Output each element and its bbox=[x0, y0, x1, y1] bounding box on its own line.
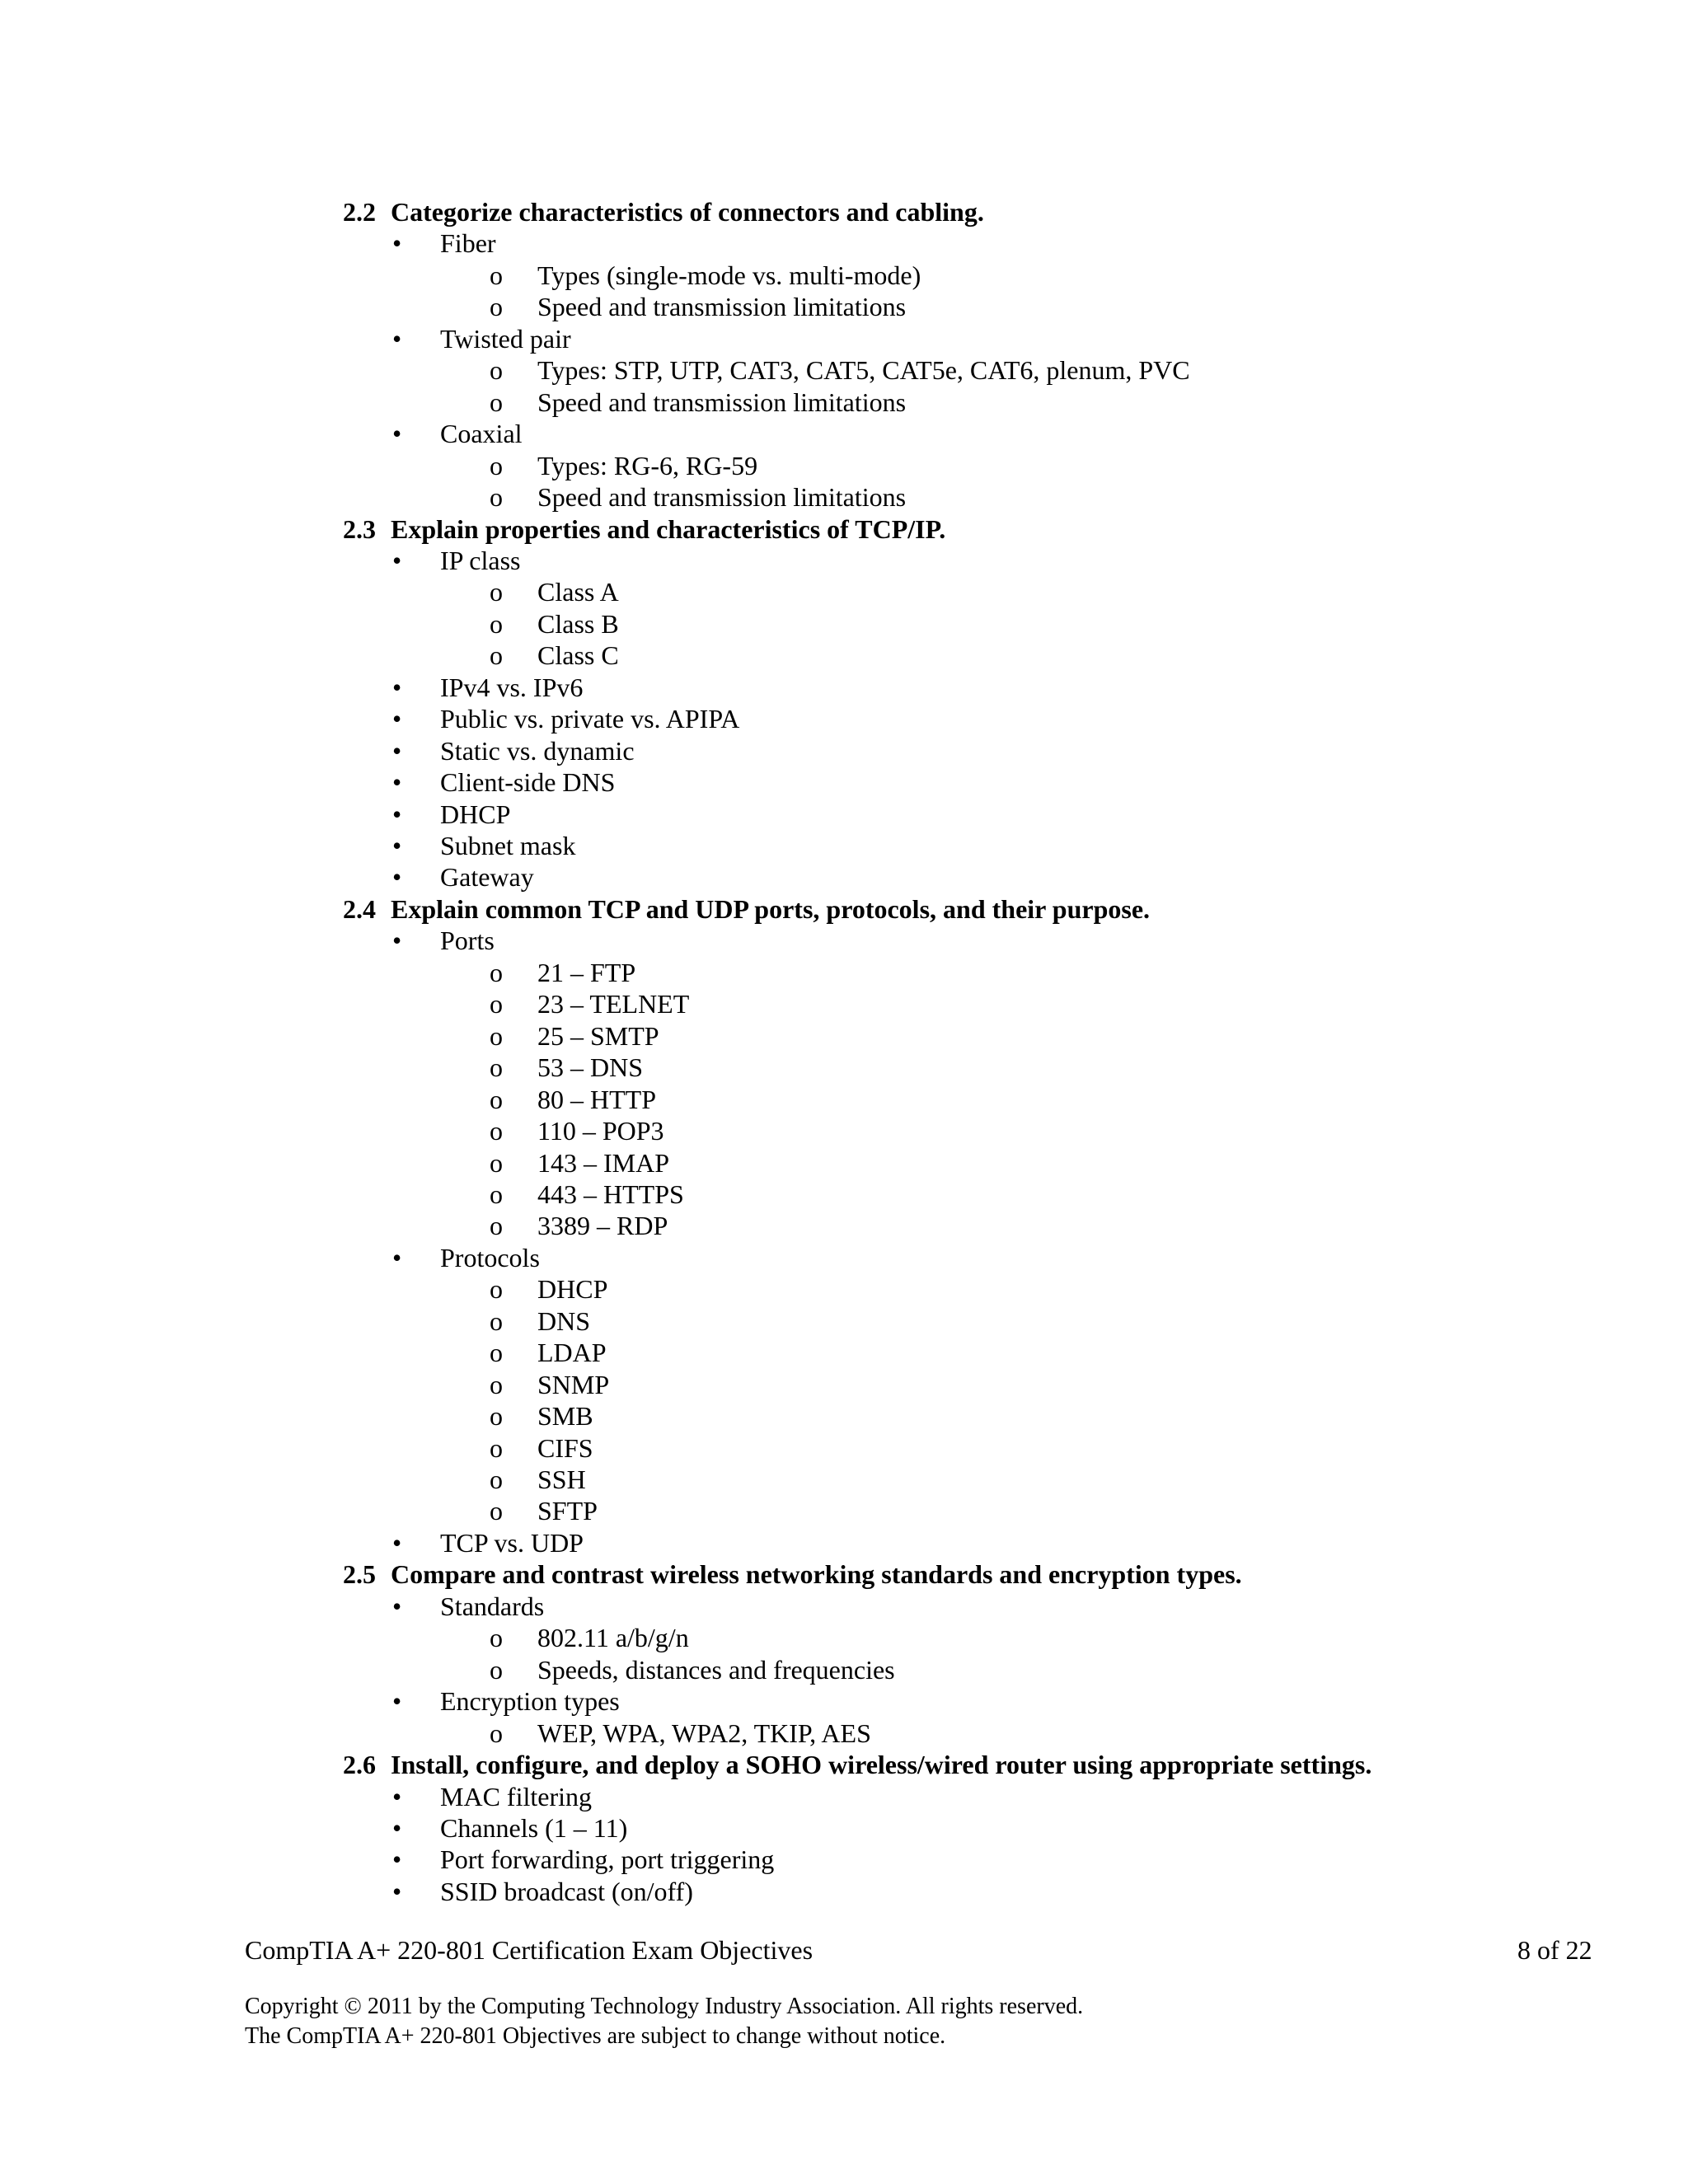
circle-bullet-icon: o bbox=[490, 1116, 503, 1146]
bullet-icon: • bbox=[392, 926, 402, 956]
bullet-icon: • bbox=[392, 704, 402, 734]
list-item-label: Static vs. dynamic bbox=[440, 735, 635, 766]
circle-bullet-icon: o bbox=[490, 1211, 503, 1241]
circle-bullet-icon: o bbox=[490, 1369, 503, 1399]
bullet-icon: • bbox=[392, 735, 402, 766]
sub-list-item-label: Speed and transmission limitations bbox=[537, 482, 907, 513]
circle-bullet-icon: o bbox=[490, 1179, 503, 1209]
circle-bullet-icon: o bbox=[490, 292, 503, 322]
sub-list-item-label: 21 – FTP bbox=[537, 957, 636, 987]
circle-bullet-icon: o bbox=[490, 989, 503, 1019]
circle-bullet-icon: o bbox=[490, 1654, 503, 1685]
bullet-icon: • bbox=[392, 1812, 402, 1843]
bullet-icon: • bbox=[392, 323, 402, 354]
section-number: 2.5 bbox=[343, 1559, 376, 1590]
section-title: Explain properties and characteristics of TCP/IP. bbox=[391, 513, 946, 544]
circle-bullet-icon: o bbox=[490, 1084, 503, 1114]
list-item-label: IPv4 vs. IPv6 bbox=[440, 672, 584, 702]
circle-bullet-icon: o bbox=[490, 1432, 503, 1463]
sub-list-item-label: 110 – POP3 bbox=[537, 1116, 664, 1146]
circle-bullet-icon: o bbox=[490, 1274, 503, 1305]
sub-list-item-label: DNS bbox=[537, 1305, 591, 1336]
list-item-label: Coaxial bbox=[440, 419, 523, 449]
list-item-label: IP class bbox=[440, 545, 521, 575]
list-item-label: SSID broadcast (on/off) bbox=[440, 1876, 693, 1906]
sub-list-item-label: Class C bbox=[537, 640, 619, 671]
sub-list-item-label: LDAP bbox=[537, 1338, 607, 1368]
section-number: 2.4 bbox=[343, 893, 376, 924]
bullet-icon: • bbox=[392, 1242, 402, 1272]
footer-title: CompTIA A+ 220-801 Certification Exam Objectives bbox=[245, 1935, 814, 1965]
list-item-label: Port forwarding, port triggering bbox=[440, 1844, 775, 1875]
sub-list-item-label: Speed and transmission limitations bbox=[537, 387, 907, 417]
section-title: Install, configure, and deploy a SOHO wireless/wired router using appropriate settings. bbox=[391, 1750, 1372, 1780]
list-item-label: MAC filtering bbox=[440, 1781, 592, 1811]
list-item-label: Encryption types bbox=[440, 1686, 620, 1717]
sub-list-item-label: SNMP bbox=[537, 1369, 610, 1399]
circle-bullet-icon: o bbox=[490, 1465, 503, 1494]
circle-bullet-icon: o bbox=[490, 1623, 503, 1653]
bullet-icon: • bbox=[392, 1527, 402, 1558]
section-title: Categorize characteristics of connectors and cabling. bbox=[391, 197, 984, 227]
bullet-icon: • bbox=[392, 545, 402, 575]
circle-bullet-icon: o bbox=[490, 260, 503, 290]
change-notice: The CompTIA A+ 220-801 Objectives are subject to change without notice. bbox=[245, 2023, 946, 2049]
bullet-icon: • bbox=[392, 1876, 402, 1906]
bullet-icon: • bbox=[392, 1844, 402, 1875]
sub-list-item-label: 25 – SMTP bbox=[537, 1020, 659, 1051]
copyright-notice: Copyright © 2011 by the Computing Technology Industry Association. All rights reserved. bbox=[245, 1994, 1084, 2019]
list-item-label: Standards bbox=[440, 1591, 545, 1621]
circle-bullet-icon: o bbox=[490, 1718, 503, 1748]
list-item-label: Public vs. private vs. APIPA bbox=[440, 704, 740, 734]
bullet-icon: • bbox=[392, 1781, 402, 1811]
list-item-label: Channels (1 – 11) bbox=[440, 1812, 628, 1843]
sub-list-item-label: Speed and transmission limitations bbox=[537, 292, 907, 322]
bullet-icon: • bbox=[392, 799, 402, 829]
sub-list-item-label: Types: RG-6, RG-59 bbox=[537, 450, 758, 480]
sub-list-item-label: 802.11 a/b/g/n bbox=[537, 1623, 689, 1653]
list-item-label: DHCP bbox=[440, 799, 511, 829]
circle-bullet-icon: o bbox=[490, 1147, 503, 1178]
sub-list-item-label: 53 – DNS bbox=[537, 1052, 644, 1083]
circle-bullet-icon: o bbox=[490, 482, 503, 513]
list-item-label: Twisted pair bbox=[440, 323, 571, 354]
section-title: Compare and contrast wireless networking standards and encryption types. bbox=[391, 1559, 1242, 1590]
section-number: 2.6 bbox=[343, 1750, 376, 1780]
page-number: 8 of 22 bbox=[1517, 1935, 1592, 1965]
circle-bullet-icon: o bbox=[490, 355, 503, 386]
sub-list-item-label: CIFS bbox=[537, 1432, 593, 1463]
circle-bullet-icon: o bbox=[490, 1305, 503, 1336]
circle-bullet-icon: o bbox=[490, 1496, 503, 1526]
sub-list-item-label: DHCP bbox=[537, 1274, 608, 1305]
circle-bullet-icon: o bbox=[490, 387, 503, 417]
list-item-label: Fiber bbox=[440, 228, 496, 259]
bullet-icon: • bbox=[392, 419, 402, 449]
circle-bullet-icon: o bbox=[490, 1052, 503, 1083]
sub-list-item-label: Types (single-mode vs. multi-mode) bbox=[537, 260, 921, 290]
circle-bullet-icon: o bbox=[490, 1020, 503, 1051]
bullet-icon: • bbox=[392, 767, 402, 798]
bullet-icon: • bbox=[392, 672, 402, 702]
bullet-icon: • bbox=[392, 831, 402, 860]
sub-list-item-label: WEP, WPA, WPA2, TKIP, AES bbox=[537, 1718, 871, 1748]
circle-bullet-icon: o bbox=[490, 577, 503, 607]
sub-list-item-label: 3389 – RDP bbox=[537, 1211, 668, 1241]
list-item-label: Protocols bbox=[440, 1242, 540, 1272]
sub-list-item-label: Class A bbox=[537, 577, 619, 607]
sub-list-item-label: SFTP bbox=[537, 1496, 598, 1526]
sub-list-item-label: 443 – HTTPS bbox=[537, 1179, 684, 1209]
bullet-icon: • bbox=[392, 228, 402, 259]
section-number: 2.2 bbox=[343, 197, 376, 227]
circle-bullet-icon: o bbox=[490, 640, 503, 671]
circle-bullet-icon: o bbox=[490, 1401, 503, 1432]
list-item-label: TCP vs. UDP bbox=[440, 1527, 584, 1558]
sub-list-item-label: 143 – IMAP bbox=[537, 1147, 670, 1178]
list-item-label: Client-side DNS bbox=[440, 767, 616, 798]
bullet-icon: • bbox=[392, 1591, 402, 1621]
sub-list-item-label: Speeds, distances and frequencies bbox=[537, 1654, 895, 1685]
circle-bullet-icon: o bbox=[490, 450, 503, 480]
bullet-icon: • bbox=[392, 862, 402, 893]
sub-list-item-label: SMB bbox=[537, 1401, 593, 1432]
list-item-label: Ports bbox=[440, 926, 495, 956]
section-number: 2.3 bbox=[343, 513, 376, 544]
sub-list-item-label: 23 – TELNET bbox=[537, 989, 690, 1019]
sub-list-item-label: Class B bbox=[537, 608, 619, 639]
circle-bullet-icon: o bbox=[490, 608, 503, 639]
list-item-label: Subnet mask bbox=[440, 831, 576, 860]
circle-bullet-icon: o bbox=[490, 1338, 503, 1368]
bullet-icon: • bbox=[392, 1686, 402, 1717]
circle-bullet-icon: o bbox=[490, 957, 503, 987]
sub-list-item-label: Types: STP, UTP, CAT3, CAT5, CAT5e, CAT6, plenum, PVC bbox=[537, 355, 1190, 386]
list-item-label: Gateway bbox=[440, 862, 534, 893]
section-title: Explain common TCP and UDP ports, protocols, and their purpose. bbox=[391, 893, 1151, 924]
sub-list-item-label: SSH bbox=[537, 1465, 586, 1494]
sub-list-item-label: 80 – HTTP bbox=[537, 1084, 656, 1114]
